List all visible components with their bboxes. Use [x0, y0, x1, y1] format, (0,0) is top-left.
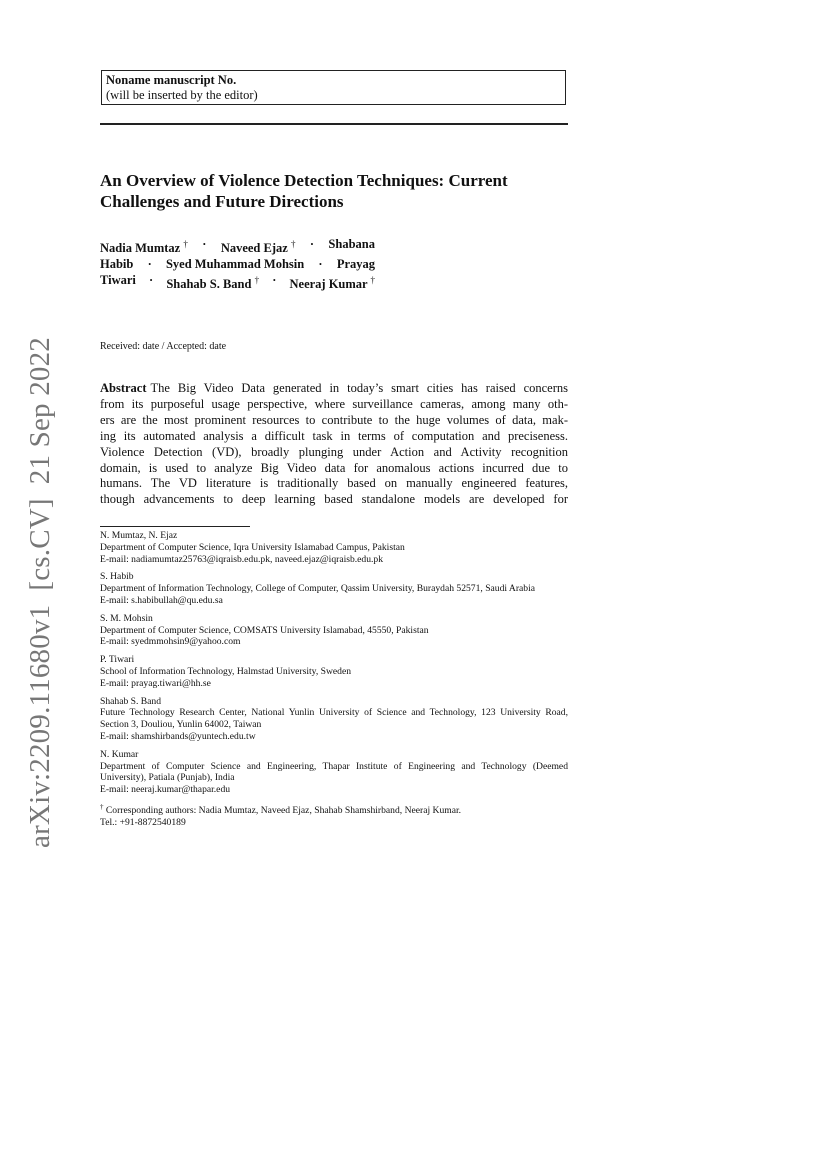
footnote-rule	[100, 526, 250, 527]
dagger-mark: †	[290, 239, 296, 249]
arxiv-date: 21 Sep 2022	[24, 337, 56, 485]
affiliation-authors: P. Tiwari	[100, 654, 135, 666]
author-name: Naveed Ejaz	[220, 241, 288, 256]
author-name: Tiwari	[100, 273, 136, 288]
dagger-mark: †	[370, 275, 375, 286]
affiliation-block	[100, 696, 568, 743]
abstract-line: Abstract The Big Video Data generated in today’s smart cities has raised concerns	[100, 381, 568, 395]
corresponding-tel: Tel.: +91-8872540189	[100, 816, 186, 828]
affiliation-block	[100, 530, 568, 565]
author-name: Shabana	[328, 237, 375, 251]
paper-title	[100, 170, 570, 212]
header-rule	[100, 123, 568, 125]
abstract-line: humans. The VD literature is traditionally based on manually engineered features,	[100, 476, 568, 491]
author-separator: ·	[149, 273, 154, 288]
author-separator: ·	[318, 257, 323, 272]
author-line-2	[100, 256, 375, 272]
author-list	[100, 236, 375, 292]
author-name: Syed Muhammad Mohsin	[165, 257, 305, 272]
dagger-mark: †	[100, 802, 104, 811]
corresponding-authors: Corresponding authors: Nadia Mumtaz, Naveed Ejaz, Shahab Shamshirband, Neeraj Kumar.	[105, 805, 462, 817]
affiliation-email: E-mail: prayag.tiwari@hh.se	[100, 677, 211, 689]
author-name: Habib	[100, 257, 134, 272]
affiliation-dept: Department of Computer Science, Iqra University Islamabad Campus, Pakistan	[100, 541, 405, 553]
author-name: Nadia Mumtaz	[100, 241, 181, 256]
title-line-1: An Overview of Violence Detection Techniques: Current	[100, 171, 508, 190]
abstract	[100, 381, 568, 508]
dagger-mark: †	[254, 275, 260, 286]
affiliation-authors: N. Kumar	[100, 748, 139, 760]
affiliation-email: E-mail: neeraj.kumar@thapar.edu	[100, 784, 231, 796]
affiliation-email: E-mail: shamshirbands@yuntech.edu.tw	[100, 730, 256, 742]
author-line-1	[100, 236, 375, 256]
author-name: Shahab S. Band	[166, 277, 252, 292]
affiliation-authors: Shahab S. Band	[100, 695, 162, 707]
affiliation-email: E-mail: syedmmohsin9@yahoo.com	[100, 636, 241, 648]
abstract-label: Abstract	[100, 381, 147, 395]
affiliation-authors: S. M. Mohsin	[100, 612, 153, 624]
manuscript-box	[101, 70, 566, 105]
abstract-line: ers are the most prominent resources to contribute to the huge volumes of data, mak-	[100, 412, 568, 427]
abstract-line: domain, is used to analyze Big Video data for anomalous actions incurred due to	[100, 460, 568, 475]
affiliation-dept: Department of Information Technology, College of Computer, Qassim University, Buraydah 52571, Saudi Arabia	[100, 583, 536, 595]
arxiv-identifier	[24, 337, 64, 848]
affiliation-block	[100, 613, 568, 648]
arxiv-category: [cs.CV]	[24, 498, 56, 591]
author-separator: ·	[272, 273, 277, 288]
abstract-line: ing its automated analysis a difficult task in terms of computation and preciseness.	[100, 428, 568, 443]
arxiv-id: arXiv:2209.11680v1	[24, 604, 56, 848]
author-separator: ·	[202, 237, 207, 251]
affiliation-authors: S. Habib	[100, 571, 134, 583]
affiliation-dept: Future Technology Research Center, National Yunlin University of Science and Technology, 123 University Road, Section 3, Douliou, Yunlin 64002, Taiwan	[100, 707, 568, 731]
received-date: Received: date / Accepted: date	[100, 341, 227, 352]
dagger-mark: †	[183, 239, 188, 249]
manuscript-note: (will be inserted by the editor)	[106, 88, 258, 102]
affiliation-dept: Department of Computer Science and Engineering, Thapar Institute of Engineering and Technology (Deemed University), Patiala (Punjab), India	[100, 760, 568, 784]
affiliation-authors: N. Mumtaz, N. Ejaz	[100, 530, 178, 541]
affiliation-dept: Department of Computer Science, COMSATS University Islamabad, 45550, Pakistan	[100, 624, 429, 636]
corresponding-note	[100, 802, 568, 829]
affiliation-email: E-mail: nadiamumtaz25763@iqraisb.edu.pk, naveed.ejaz@iqraisb.edu.pk	[100, 553, 384, 565]
affiliations	[100, 530, 568, 829]
author-name: Prayag	[336, 257, 375, 272]
author-separator: ·	[147, 257, 152, 272]
affiliation-email: E-mail: s.habibullah@qu.edu.sa	[100, 594, 223, 606]
author-line-3	[100, 272, 375, 292]
abstract-line: from its purposeful usage perspective, where surveillance cameras, among many oth-	[100, 396, 568, 411]
affiliation-block	[100, 654, 568, 689]
affiliation-block	[100, 749, 568, 796]
author-separator: ·	[309, 237, 315, 251]
affiliation-block	[100, 571, 568, 606]
manuscript-number: Noname manuscript No.	[106, 73, 237, 87]
author-name: Neeraj Kumar	[289, 277, 368, 292]
title-line-2: Challenges and Future Directions	[100, 192, 344, 211]
abstract-line: though advancements to deep learning based standalone models are developed for	[100, 492, 568, 507]
abstract-line: Violence Detection (VD), broadly plunging under Action and Activity recognition	[100, 444, 568, 459]
affiliation-dept: School of Information Technology, Halmstad University, Sweden	[100, 665, 352, 677]
